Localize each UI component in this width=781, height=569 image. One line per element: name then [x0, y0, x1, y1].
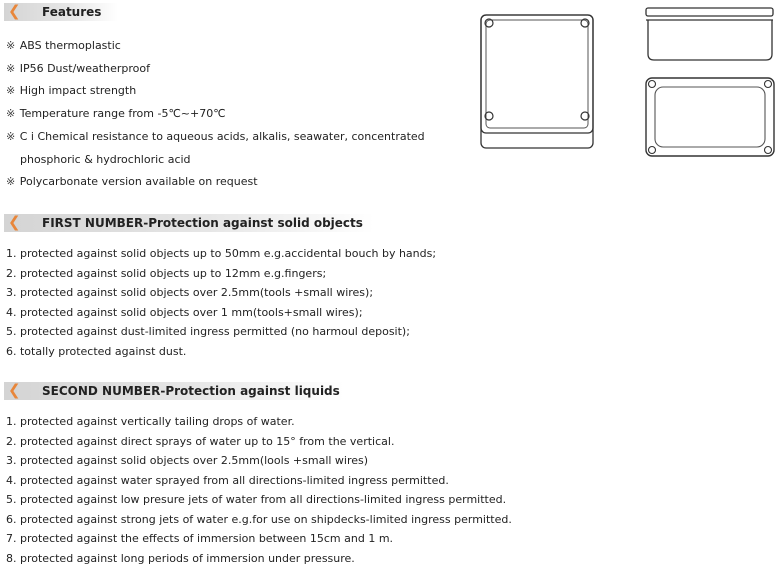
enclosure-side-drawing	[642, 4, 778, 66]
enclosure-front-drawing	[478, 12, 598, 152]
second-number-list	[6, 412, 512, 568]
features-title: Features	[42, 5, 102, 19]
features-header	[4, 3, 118, 21]
list-item: 2. protected against solid objects up to 12mm e.g.fingers;	[6, 266, 327, 280]
feature-item: ※ C i Chemical resistance to aqueous acids, alkalis, seawater, concentrated	[6, 129, 425, 143]
first-number-header	[4, 214, 374, 232]
chevron-left-icon: ❮	[8, 381, 21, 399]
list-item: 2. protected against direct sprays of water up to 15° from the vertical.	[6, 434, 395, 448]
second-number-title: SECOND NUMBER-Protection against liquids	[42, 384, 340, 398]
list-item: 8. protected against long periods of immersion under pressure.	[6, 551, 355, 565]
list-item: 5. protected against low presure jets of water from all directions-limited ingress permitted.	[6, 493, 507, 506]
first-number-title: FIRST NUMBER-Protection against solid objects	[42, 216, 363, 230]
second-number-header	[4, 382, 344, 400]
list-item: 4. protected against solid objects over 1 mm(tools+small wires);	[6, 305, 363, 319]
list-item: 3. protected against solid objects over 2.5mm(tools +small wires);	[6, 286, 374, 299]
list-item: 1. protected against vertically tailing drops of water.	[6, 415, 295, 428]
feature-item: ※ High impact strength	[6, 84, 137, 98]
features-list	[6, 35, 425, 194]
chevron-left-icon: ❮	[8, 2, 21, 20]
feature-item-continuation: phosphoric & hydrochloric acid	[20, 152, 191, 166]
chevron-left-icon: ❮	[8, 213, 21, 231]
list-item: 4. protected against water sprayed from all directions-limited ingress permitted.	[6, 473, 449, 487]
feature-item: ※ Polycarbonate version available on request	[6, 175, 258, 189]
enclosure-back-drawing	[642, 74, 778, 160]
feature-item: ※ Temperature range from -5℃~+70℃	[6, 107, 226, 121]
list-item: 1. protected against solid objects up to 50mm e.g.accidental bouch by hands;	[6, 247, 437, 260]
list-item: 3. protected against solid objects over 2.5mm(lools +small wires)	[6, 454, 369, 467]
list-item: 6. totally protected against dust.	[6, 344, 187, 358]
list-item: 7. protected against the effects of immersion between 15cm and 1 m.	[6, 532, 394, 545]
list-item: 5. protected against dust-limited ingress permitted (no harmoul deposit);	[6, 325, 410, 338]
list-item: 6. protected against strong jets of water e.g.for use on shipdecks-limited ingress permitted.	[6, 512, 512, 526]
feature-item: ※ ABS thermoplastic	[6, 39, 121, 52]
first-number-list	[6, 244, 436, 361]
feature-item: ※ IP56 Dust/weatherproof	[6, 61, 150, 75]
